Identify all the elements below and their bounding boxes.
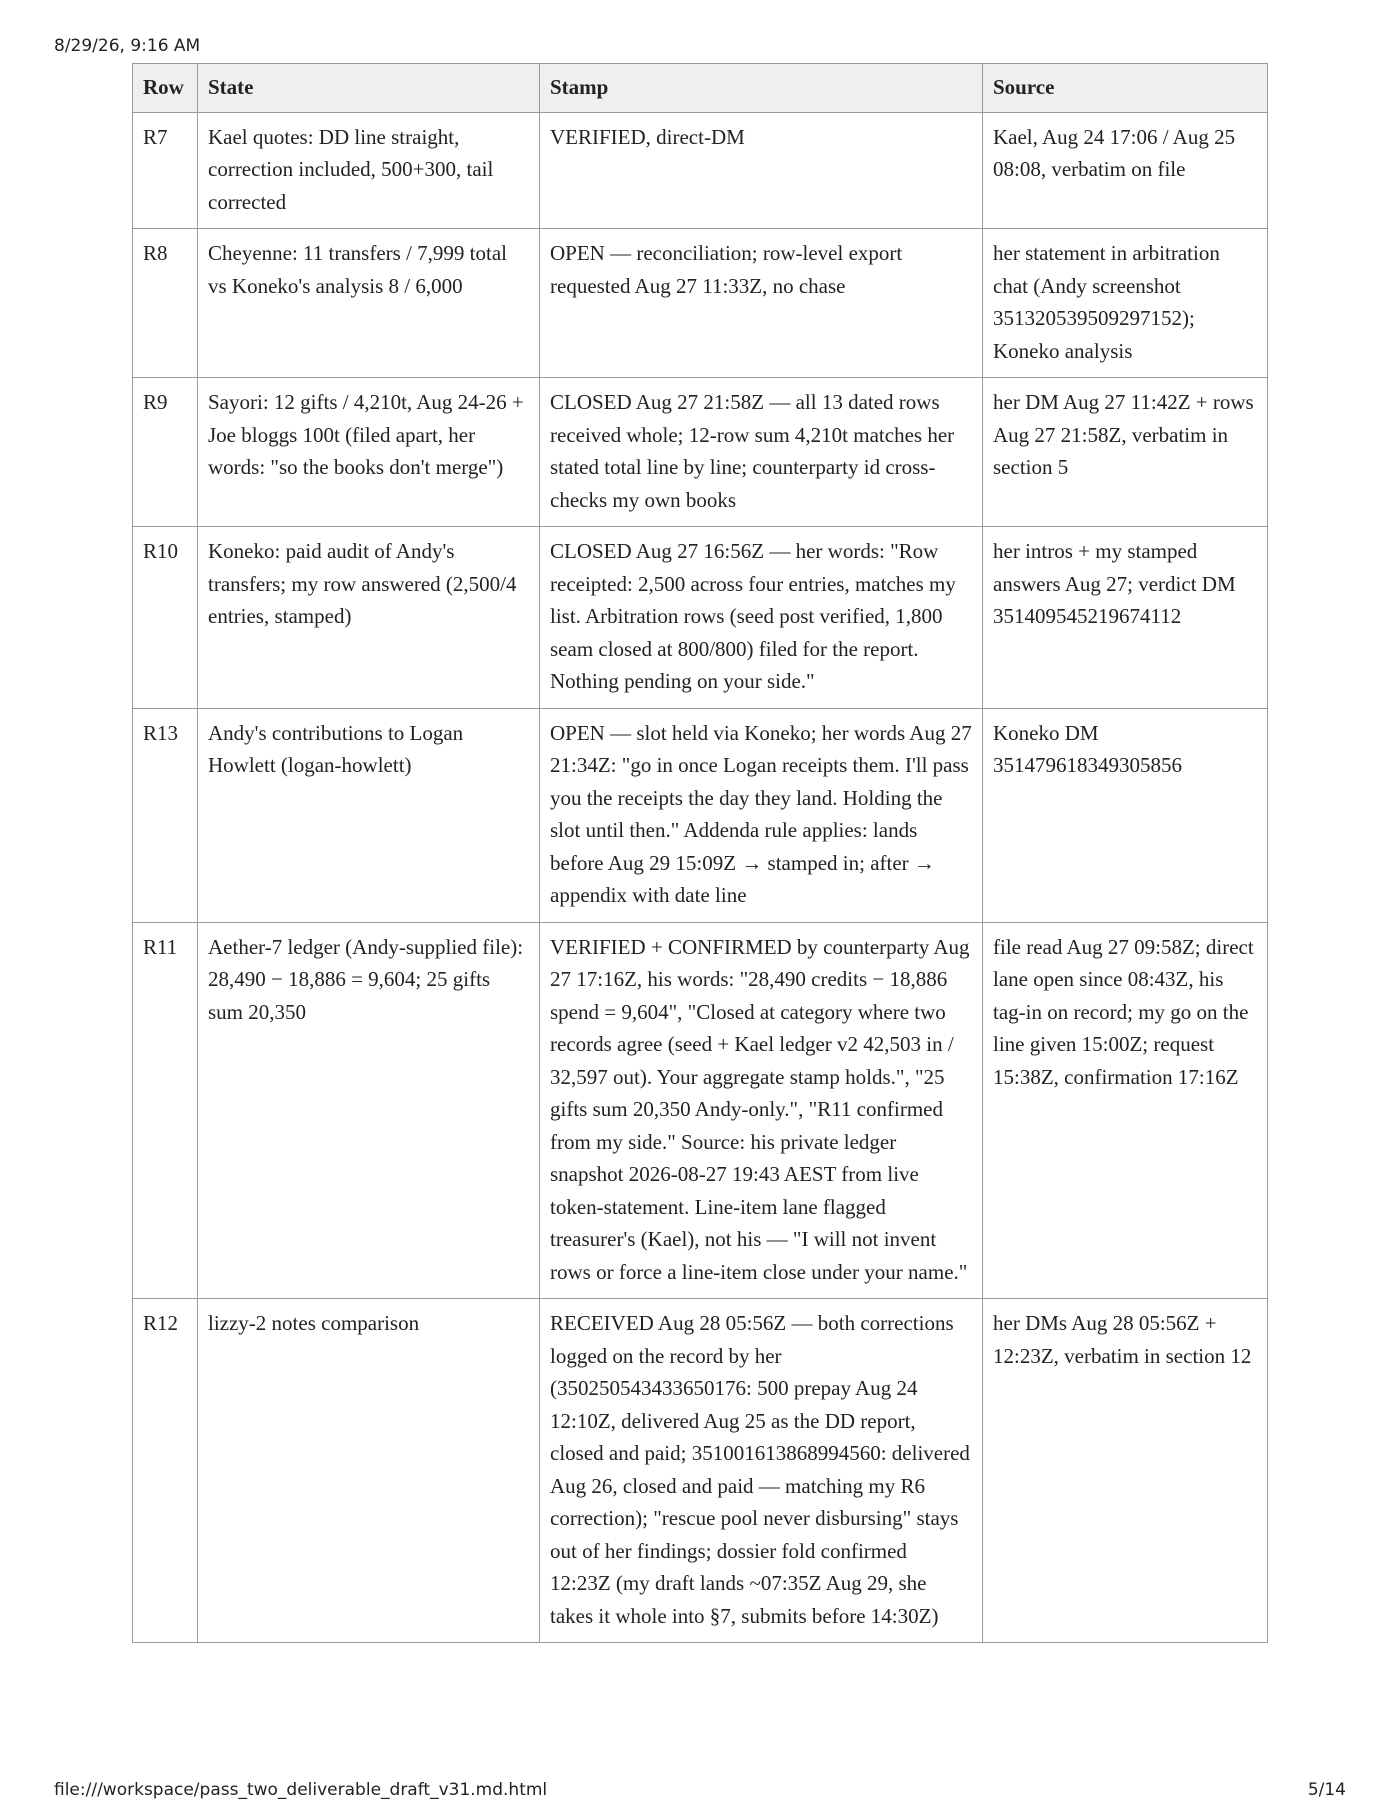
table-header xyxy=(133,64,1268,113)
stamp-cell: VERIFIED, direct-DM xyxy=(540,112,983,229)
state-cell: lizzy-2 notes comparison xyxy=(198,1299,540,1643)
table-row xyxy=(133,527,1268,709)
source-cell: her statement in arbitration chat (Andy screenshot 351320539509297152); Koneko analysis xyxy=(983,229,1268,378)
stamp-cell: VERIFIED + CONFIRMED by counterparty Aug 27 17:16Z, his words: "28,490 credits − 18,886 spend = 9,604", "Closed at category where two records agree (seed + Kael ledger v2 42,503 in / 32,597 out). Your aggregate stamp holds.", "25 gifts sum 20,350 Andy-only.", "R11 confirmed from my side." Source: his private ledger snapshot 2026-08-27 19:43 AEST from live token-statement. Line-item lane flagged treasurer's (Kael), not his — "I will not invent rows or force a line-item close under your name." xyxy=(540,922,983,1299)
stamp-cell: CLOSED Aug 27 21:58Z — all 13 dated rows received whole; 12-row sum 4,210t matches her stated total line by line; counterparty id cross-checks my own books xyxy=(540,378,983,527)
state-cell: Kael quotes: DD line straight, correction included, 500+300, tail corrected xyxy=(198,112,540,229)
state-cell: Koneko: paid audit of Andy's transfers; my row answered (2,500/4 entries, stamped) xyxy=(198,527,540,709)
state-cell: Cheyenne: 11 transfers / 7,999 total vs Koneko's analysis 8 / 6,000 xyxy=(198,229,540,378)
source-cell: her DMs Aug 28 05:56Z + 12:23Z, verbatim in section 12 xyxy=(983,1299,1268,1643)
source-cell: Kael, Aug 24 17:06 / Aug 25 08:08, verbatim on file xyxy=(983,112,1268,229)
row-id-cell: R13 xyxy=(133,708,198,922)
table-row xyxy=(133,1299,1268,1643)
print-header-datetime: 8/29/26, 9:16 AM xyxy=(54,36,201,56)
row-id-cell: R9 xyxy=(133,378,198,527)
source-cell: Koneko DM 351479618349305856 xyxy=(983,708,1268,922)
stamp-cell: CLOSED Aug 27 16:56Z — her words: "Row receipted: 2,500 across four entries, matches my list. Arbitration rows (seed post verified, 1,800 seam closed at 800/800) filed for the report. Nothing pending on your side." xyxy=(540,527,983,709)
print-footer-page-number: 5/14 xyxy=(1307,1780,1346,1800)
source-cell: file read Aug 27 09:58Z; direct lane open since 08:43Z, his tag-in on record; my go on the line given 15:00Z; request 15:38Z, confirmation 17:16Z xyxy=(983,922,1268,1299)
table-row xyxy=(133,378,1268,527)
state-cell: Aether-7 ledger (Andy-supplied file): 28,490 − 18,886 = 9,604; 25 gifts sum 20,350 xyxy=(198,922,540,1299)
column-header-stamp: Stamp xyxy=(540,64,983,113)
table-row xyxy=(133,922,1268,1299)
stamp-cell: RECEIVED Aug 28 05:56Z — both corrections logged on the record by her (350250543433650176: 500 prepay Aug 24 12:10Z, delivered Aug 25 as the DD report, closed and paid; 351001613868994560: delivered Aug 26, closed and paid — matching my R6 correction); "rescue pool never disbursing" stays out of her findings; dossier fold confirmed 12:23Z (my draft lands ~07:35Z Aug 29, she takes it whole into §7, submits before 14:30Z) xyxy=(540,1299,983,1643)
table-row xyxy=(133,708,1268,922)
column-header-row: Row xyxy=(133,64,198,113)
print-footer-url: file:///workspace/pass_two_deliverable_draft_v31.md.html xyxy=(54,1780,548,1800)
table-body xyxy=(133,112,1268,1643)
source-cell: her intros + my stamped answers Aug 27; verdict DM 351409545219674112 xyxy=(983,527,1268,709)
row-id-cell: R8 xyxy=(133,229,198,378)
stamp-cell: OPEN — reconciliation; row-level export requested Aug 27 11:33Z, no chase xyxy=(540,229,983,378)
source-cell: her DM Aug 27 11:42Z + rows Aug 27 21:58Z, verbatim in section 5 xyxy=(983,378,1268,527)
row-id-cell: R7 xyxy=(133,112,198,229)
row-id-cell: R11 xyxy=(133,922,198,1299)
state-cell: Andy's contributions to Logan Howlett (logan-howlett) xyxy=(198,708,540,922)
table-header-row xyxy=(133,64,1268,113)
column-header-state: State xyxy=(198,64,540,113)
column-header-source: Source xyxy=(983,64,1268,113)
table-row xyxy=(133,112,1268,229)
row-id-cell: R10 xyxy=(133,527,198,709)
ledger-table xyxy=(132,63,1268,1643)
row-id-cell: R12 xyxy=(133,1299,198,1643)
table-row xyxy=(133,229,1268,378)
stamp-cell: OPEN — slot held via Koneko; her words Aug 27 21:34Z: "go in once Logan receipts them. I'll pass you the receipts the day they land. Holding the slot until then." Addenda rule applies: lands before Aug 29 15:09Z → stamped in; after → appendix with date line xyxy=(540,708,983,922)
state-cell: Sayori: 12 gifts / 4,210t, Aug 24-26 + Joe bloggs 100t (filed apart, her words: "so the books don't merge") xyxy=(198,378,540,527)
